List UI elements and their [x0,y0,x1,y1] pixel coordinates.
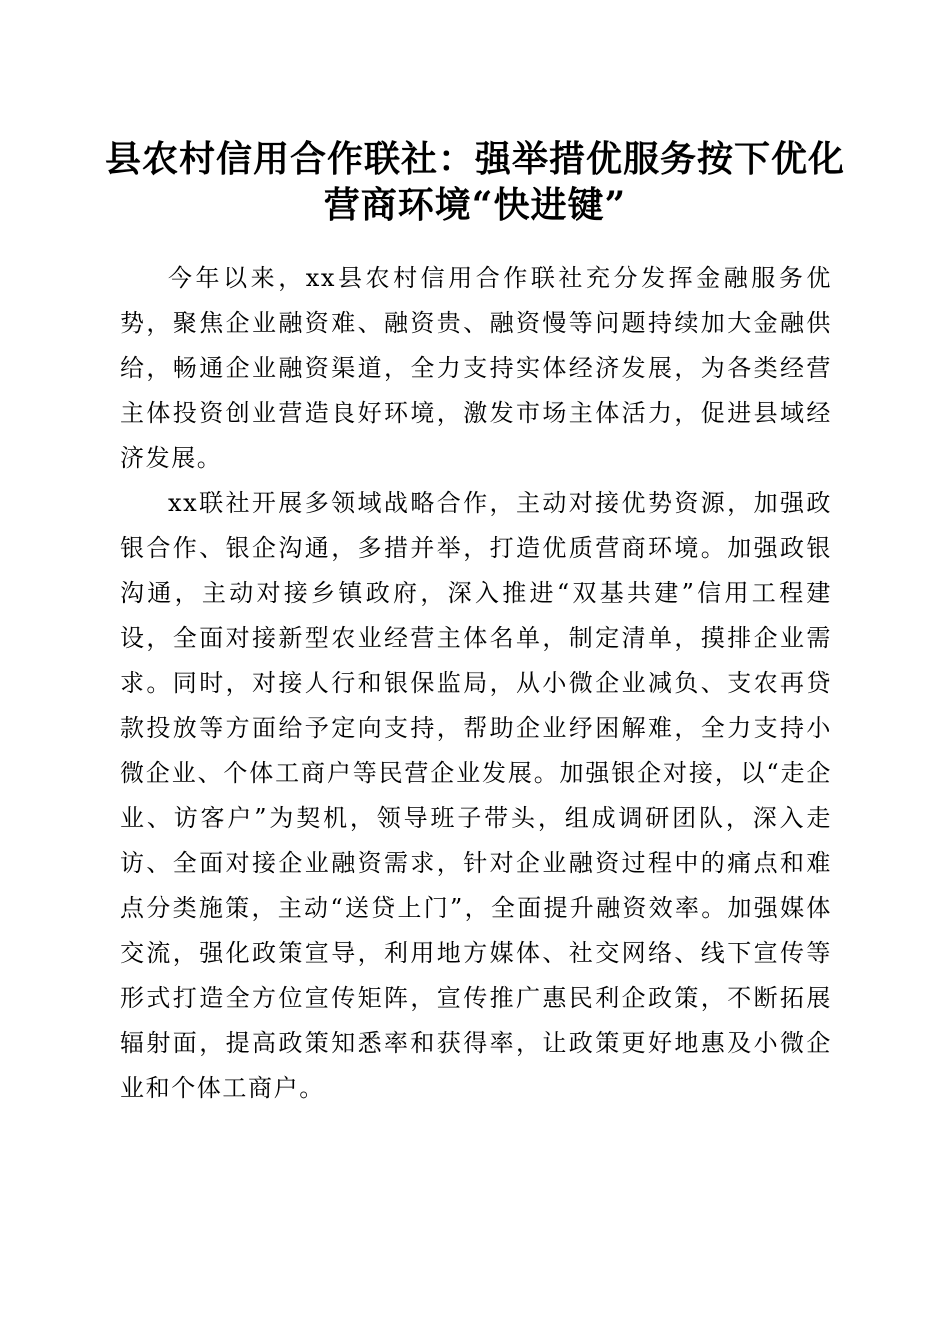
title-line-1: 县农村信用合作联社：强举措优服务按下优化 [104,138,845,180]
title-line-2: 营商环境“快进键” [323,184,627,226]
paragraph-1: 今年以来，xx县农村信用合作联社充分发挥金融服务优势，聚焦企业融资难、融资贵、融资慢等问题持续加大金融供给，畅通企业融资渠道，全力支持实体经济发展，为各类经营主体投资创业营造良好环境，激发市场主体活力，促进县域经济发展。 [120,264,832,472]
paragraph-2: xx联社开展多领域战略合作，主动对接优势资源，加强政银合作、银企沟通，多措并举，打造优质营商环境。加强政银沟通，主动对接乡镇政府，深入推进“双基共建”信用工程建设，全面对接新型农业经营主体名单，制定清单，摸排企业需求。同时，对接人行和银保监局，从小微企业减负、支农再贷款投放等方面给予定向支持，帮助企业纾困解难，全力支持小微企业、个体工商户等民营企业发展。加强银企对接，以“走企业、访客户”为契机，领导班子带头，组成调研团队，深入走访、全面对接企业融资需求，针对企业融资过程中的痛点和难点分类施策，主动“送贷上门”，全面提升融资效率。加强媒体交流，强化政策宣导，利用地方媒体、社交网络、线下宣传等形式打造全方位宣传矩阵，宣传推广惠民利企政策，不断拓展辐射面，提高政策知悉率和获得率，让政策更好地惠及小微企业和个体工商户。 [120,489,832,1102]
document-body [120,256,832,1111]
document-title [100,136,850,228]
